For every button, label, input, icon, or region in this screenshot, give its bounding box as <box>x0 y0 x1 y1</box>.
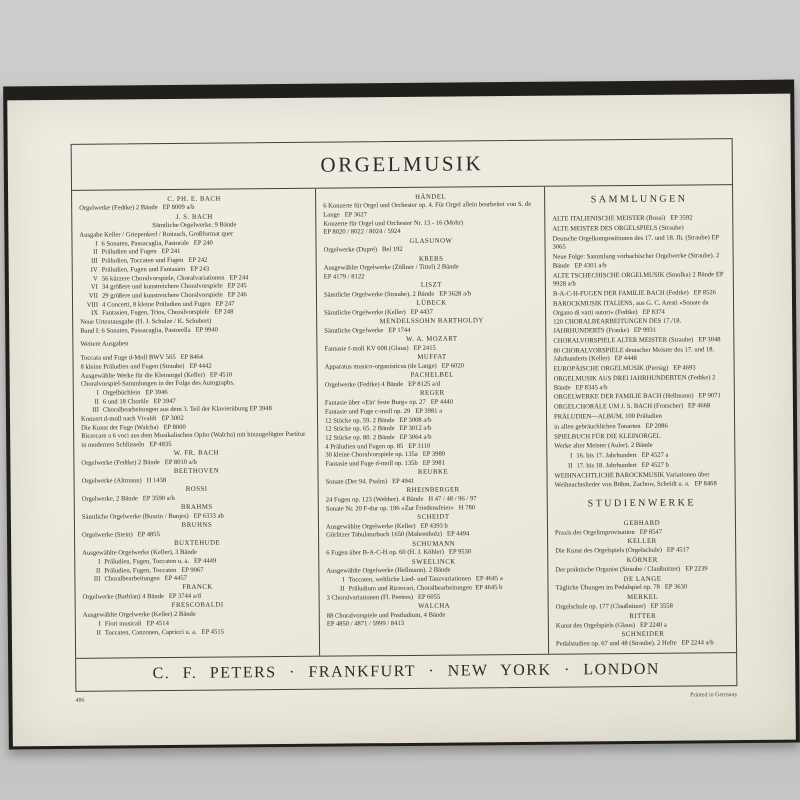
catalog-columns <box>72 185 736 658</box>
catalog-entry: EUROPÄISCHE ORGELMUSIK (Piersig) EP 4693 <box>553 364 696 373</box>
catalog-entry: CHORALVORSPIELE ALTER MEISTER (Straube) EP 3048 <box>553 336 721 345</box>
catalog-entry: Deutsche Orgelkompositionen des 17. und 18. Jh. (Straube) EP 3065 <box>552 233 721 251</box>
page-margin-row <box>75 692 737 704</box>
series-numeral: VII <box>88 292 98 300</box>
catalog-entry: Orgelwerke, 2 Bände EP 3590 a/b <box>81 495 175 503</box>
catalog-entry: Fantasie und Fuge c-moll op. 29 EP 3981 a <box>324 407 443 416</box>
composer-heading: LÜBECK <box>416 299 447 308</box>
catalog-entry: Orgelwerke (Fedtke) 2 Bände EP 8009 a/b <box>79 204 195 213</box>
composer-heading: KÖRNER <box>626 556 658 565</box>
composer-heading: BRAHMS <box>180 504 213 512</box>
catalog-entry: Werke alter Meister (Auler). 2 Bände <box>554 442 653 451</box>
entry-text: 17. bis 18. Jahrhundert EP 4527 b <box>576 461 669 470</box>
catalog-entry: 12 Stücke op. 80. 2 Bände EP 3064 a/b <box>325 433 432 442</box>
entry-text: 16. bis 17. Jahrhundert EP 4527 a <box>576 451 669 460</box>
catalog-entry: Choralvorspiel-Sammlungen in der Folge des Autographs. <box>80 379 235 389</box>
composer-heading: PACHELBEL <box>410 371 454 380</box>
catalog-entry: SPIELBUCH FÜR DIE KLEINORGEL <box>554 432 661 441</box>
catalog-entry: Pedalstudien op. 67 und 48 (Straube). 2 Hefte EP 2244 a/b <box>555 639 714 648</box>
catalog-entry: B-A-C-H-FUGEN DER FAMILIE BACH (Fedtke) EP 8526 <box>552 289 716 298</box>
catalog-entry: Ausgewählte Orgelwerke (Hellmann). 2 Bände <box>326 567 451 576</box>
catalog-entry: EP 4850 / 4871 / 5999 / 8413 <box>326 620 405 628</box>
composer-heading: MERKEL <box>627 594 659 602</box>
composer-heading: REUBKE <box>417 468 449 477</box>
series-numeral: II <box>568 462 573 470</box>
catalog-entry: PRÄLUDIEN—ALBUM, 100 Präludien <box>553 412 662 421</box>
catalog-entry: 12 Stücke op. 65. 2 Bände EP 3012 a/b <box>325 424 432 433</box>
catalog-entry: Band I: 6 Sonaten, Passacaglia, Pastorella EP 9940 <box>80 326 218 335</box>
catalog-entry: Sämtliche Orgelwerke (Buszin / Bunjes) EP 6333 ab <box>81 512 224 521</box>
catalog-entry: Orgelwerke (Dupré) Bel 192 <box>323 246 403 255</box>
catalog-entry: Sonate Nr. 20 F-dur op. 196 »Zur Friedensfeier« H 780 <box>325 504 476 513</box>
catalog-entry: Praxis der Orgelimprovisation EP 8547 <box>555 528 663 537</box>
catalog-entry: 3 Choralvariationen (Fl. Peeters) EP 6055 <box>326 593 441 602</box>
entry-text: 56 kürzere Choralvorspiele, Choralvariationen EP 244 <box>101 273 249 283</box>
composer-heading: DE LANGE <box>623 575 662 583</box>
catalog-entry: Ausgewählte Werke für die Kleinorgel (Keller) EP 4510 <box>80 371 233 380</box>
entry-text: Präludien und Fugen EP 241 <box>101 248 181 257</box>
catalog-entry: Görlitzer Tabulaturbuch 1650 (Mahrenholz) EP 4494 <box>326 530 470 540</box>
catalog-entry: ORGELWERKE DER FAMILIE BACH (Hellmann) EP 9071 <box>553 392 721 402</box>
catalog-entry: 24 Fugen op. 123 (Webber). 4 Bände H 47 / 48 / 96 / 97 <box>325 495 477 504</box>
catalog-entry: Konzert d-moll nach Vivaldi EP 3002 <box>80 414 184 423</box>
page-title: ORGELMUSIK <box>320 151 484 177</box>
composer-heading: LISZT <box>420 281 442 290</box>
catalog-entry: Toccata und Fuge d-Moll BWV 565 EP 8464 <box>80 353 203 362</box>
composer-heading: BUXTEHUDE <box>174 539 221 548</box>
catalog-entry <box>554 461 728 471</box>
section-heading: SAMMLUNGEN <box>590 193 688 206</box>
publisher-line: C. F. PETERS · FRANKFURT · NEW YORK · LONDON <box>152 660 660 683</box>
catalog-entry <box>83 627 313 638</box>
catalog-page <box>7 94 796 747</box>
catalog-entry: 4 Präludien und Fugen op. 85 EP 3110 <box>325 442 431 451</box>
catalog-entry: WEIHNACHTLICHE BAROCKMUSIK Variationen über Weihnachtslieder von Böhm, Zachow, Scheidt u. a. EP 8468 <box>554 471 717 489</box>
composer-heading: FRANCK <box>182 584 213 592</box>
entry-text: 34 größere und kunstreichere Choralvorspiele EP 245 <box>101 282 247 291</box>
series-numeral: I <box>98 620 101 628</box>
catalog-entry: Fantasie f-moll KV 608 (Glaus) EP 2415 <box>324 344 436 353</box>
composer-heading: BEETHOVEN <box>173 467 220 476</box>
catalog-entry: ORGELMUSIK AUS DREI JAHRHUNDERTEN (Fedtke) 2 Bände EP 8345 a/b <box>553 374 718 392</box>
entry-text: Präludien, Fugen und Fantasien EP 243 <box>101 265 210 274</box>
composer-heading: MENDELSSOHN BARTHOLDY <box>379 317 484 326</box>
catalog-entry: BAROCKMUSIK ITALIENS, aus G. C. Aresti »Sonate da Organo di varii autori« (Fedtke) EP 8374 <box>553 299 711 317</box>
series-numeral: IX <box>91 309 99 318</box>
catalog-entry: Orgelwerke (Fedtke) 2 Bände EP 8010 a/b <box>81 458 197 467</box>
entry-text: Orgelbüchlein EP 3946 <box>102 388 168 397</box>
composer-heading: RHEINBERGER <box>406 486 460 495</box>
composer-heading: FRESCOBALDI <box>171 602 224 610</box>
title-band <box>72 139 732 191</box>
catalog-entry: Sonate (Der 94. Psalm) EP 4941 <box>325 477 415 486</box>
book-backing <box>3 80 800 750</box>
catalog-entry: Die Kunst des Orgelspiels (Orgelschule) EP 4517 <box>555 546 690 555</box>
catalog-entry: Neue Folge: Sammlung vorbachischer Orgelwerke (Straube). 2 Bände EP 4301 a/b <box>552 252 722 270</box>
composer-heading: GEBHARD <box>623 519 661 527</box>
composer-heading: KREBS <box>418 255 444 263</box>
catalog-entry: ALTE TSCHECHISCHE ORGELMUSIK (Smolka) 2 Bände EP 9928 a/b <box>552 270 725 288</box>
catalog-frame <box>71 138 738 692</box>
catalog-entry <box>554 451 728 461</box>
catalog-entry: ALTE ITALIENISCHE MEISTER (Bossi) EP 3592 <box>552 214 693 223</box>
catalog-entry: EP 4179 / 8122 <box>323 273 365 281</box>
entry-text: Choralbearbeitungen EP 4457 <box>104 575 187 583</box>
series-numeral: I <box>96 389 99 397</box>
catalog-entry: Orgelwerke (Barblan) 4 Bände EP 3744 a/d <box>82 593 201 602</box>
composer-heading: C. PH. E. BACH <box>167 195 221 203</box>
spacer <box>555 490 729 497</box>
catalog-entry: Orgelschule op. 177 (Claußnitzer) EP 3558 <box>555 602 673 611</box>
catalog-entry: 12 Stücke op. 59. 2 Bände EP 3008 a/b <box>325 416 432 425</box>
catalog-entry: Ausgewählte Orgelwerke (Zöllner / Tittel) 2 Bände <box>323 263 459 273</box>
catalog-entry <box>326 584 541 595</box>
catalog-entry: Weitere Ausgaben <box>80 340 129 349</box>
publisher-band <box>76 652 736 691</box>
series-numeral: II <box>93 249 98 257</box>
composer-heading: SCHEIDT <box>417 513 450 521</box>
composer-heading: HÄNDEL <box>415 193 447 201</box>
composer-heading: W. A. MOZART <box>406 335 458 344</box>
composer-heading: BOSSI <box>185 486 208 494</box>
composer-heading: BRUHNS <box>181 522 213 530</box>
series-numeral: II <box>96 629 101 637</box>
series-numeral: I <box>95 240 98 248</box>
entry-text: Choralbearbeitungen aus dem 3. Teil der Klavierübung EP 3948 <box>102 405 272 414</box>
series-numeral: IV <box>90 266 98 274</box>
section-heading: STUDIENWERKE <box>587 497 696 510</box>
column-composers-bach-frescobaldi <box>72 189 319 658</box>
catalog-entry: Sämtliche Orgelwerke (Keller) EP 4437 <box>324 308 433 317</box>
catalog-entry: 80 CHORALVORSPIELE deutscher Meister des 17. und 18. Jahrhunderts (Keller) EP 4448 <box>553 345 716 364</box>
catalog-entry: Konzerte für Orgel und Orchester Nr. 13 - 16 (Mohr) <box>323 219 464 228</box>
catalog-entry: Apparatus musico-organisticus (de Lange) EP 6020 <box>324 362 464 371</box>
series-numeral: II <box>94 398 99 406</box>
catalog-entry: Orgelwerke (Fedtke) 4 Bände EP 8125 a/d <box>324 380 441 389</box>
catalog-entry: Ausgewählte Orgelwerke (Keller) EP 4393 b <box>325 522 448 531</box>
catalog-entry: Der praktische Organist (Straube / Claußnitzer) EP 2239 <box>555 565 708 574</box>
entry-text: 4 Concerti, 8 kleine Präludien und Fugen EP 247 <box>102 300 235 309</box>
series-numeral: III <box>91 257 98 265</box>
series-numeral: II <box>95 567 101 575</box>
catalog-entry: Kunst des Orgelspiels (Glaus) EP 2240 a <box>555 621 667 630</box>
catalog-entry: Ausgewählte Orgelwerke (Keller), 3 Bände <box>82 548 197 557</box>
catalog-entry: Fantasie über »Ein' feste Burg« op. 27 EP 4440 <box>324 398 454 407</box>
column-collections-and-studies <box>544 185 736 654</box>
catalog-entry: Sämtliche Orgelwerke (Straube). 2 Bände EP 3628 a/b <box>323 290 472 299</box>
entry-text: 6 und 18 Choräle EP 3947 <box>102 397 176 406</box>
series-numeral: VI <box>90 283 98 291</box>
catalog-entry: Orgelwerke (Altmann) H 1438 <box>81 477 167 485</box>
column-composers-haendel-walcha <box>315 187 548 656</box>
composer-heading: J. S. BACH <box>175 213 213 221</box>
catalog-entry: Fantasie und Fuge d-moll op. 135b EP 3981 <box>325 459 446 468</box>
series-numeral: I <box>98 558 101 566</box>
catalog-entry: Sämtliche Orgelwerke EP 1744 <box>324 327 411 335</box>
catalog-entry: Ricercare a 6 voci aus dem Musikalischen Opfer (Walcha) mit hinzugefügter Partitur in modernen Schlüsseln EP 4835 <box>81 431 307 449</box>
page-number: 486 <box>75 697 85 704</box>
catalog-entry: 6 Fugen über B-A-C-H op. 60 (H. J. Köhler) EP 9530 <box>326 548 472 558</box>
series-numeral: V <box>93 275 98 283</box>
catalog-entry: Die Kunst der Fuge (Walcha) EP 8000 <box>81 423 186 432</box>
entry-text: Präludium und Ricercari, Choralbearbeitungen EP 4645 b <box>348 583 503 593</box>
entry-text: Toccaten, Canzonen, Capricci u. a. EP 4515 <box>104 628 224 637</box>
composer-heading: SCHNEIDER <box>621 631 665 639</box>
catalog-entry: 120 CHORALBEARBEITUNGEN DES 17./18. JAHRHUNDERTS (Franke) EP 9931 <box>553 317 683 335</box>
catalog-entry: ORGELCHORÄLE UM J. S. BACH (Frotscher) EP 4668 <box>553 402 711 411</box>
entry-text: Präludien, Fugen, Toccaten u. a. EP 4449 <box>104 557 217 566</box>
catalog-entry: Neue Urtextausgabe (H. J. Schulze / K. Schubert) <box>80 317 212 326</box>
printed-in-germany-note: Printed in Germany <box>690 692 738 699</box>
catalog-entry: Orgelwerke (Stein) EP 4855 <box>82 531 160 539</box>
series-numeral: I <box>570 452 573 460</box>
entry-text: Toccaten, weltliche Lied- und Tanzvariationen EP 4645 a <box>348 575 503 584</box>
composer-heading: GLASUNOW <box>409 237 453 245</box>
series-numeral: II <box>340 585 345 593</box>
composer-heading: KELLER <box>627 538 657 546</box>
composer-heading: SCHUMANN <box>412 540 456 548</box>
catalog-entry: EP 8020 / 8022 / 8024 / 5924 <box>323 228 401 237</box>
catalog-entry: 30 kleine Choralvorspiele op. 135a EP 3980 <box>325 450 446 459</box>
catalog-entry: 6 Konzerte für Orgel und Orchester op. 4. Für Orgel allein bearbeitet von S. de Lange EP 3627 <box>323 201 533 219</box>
composer-heading: MUFFAT <box>417 353 447 362</box>
catalog-entry: ALTE MEISTER DES ORGELSPIELS (Straube) <box>552 224 684 233</box>
composer-heading: REGER <box>419 389 445 398</box>
catalog-entry: in allen gebräuchlichen Tonarten EP 2086 <box>554 422 668 431</box>
composer-heading: SWEELINCK <box>411 558 456 566</box>
entry-text: 6 Sonaten, Passacaglia, Pastorale EP 240 <box>101 239 213 248</box>
composer-heading: RITTER <box>629 612 657 620</box>
entry-text: 29 größere und kunstreichere Choralvorspiele EP 246 <box>101 291 247 300</box>
series-numeral: VIII <box>86 301 99 309</box>
catalog-entry: Sämtliche Orgelwerke. 9 Bände <box>152 221 237 230</box>
entry-text: Fiori musicali EP 4514 <box>104 620 169 628</box>
series-numeral: III <box>93 575 101 583</box>
catalog-entry: Tägliche Übungen im Pedalspiel op. 78 EP 3630 <box>555 583 688 593</box>
catalog-entry: Ausgewählte Orgelwerke (Keller) 2 Bände <box>82 611 196 620</box>
catalog-entry: 88 Choralvorspiele und Postludium, 4 Bände <box>326 611 446 620</box>
entry-text: Präludien, Fugen, Toccaten EP 9067 <box>104 566 204 575</box>
series-numeral: III <box>92 406 99 415</box>
composer-heading: W. FR. BACH <box>173 449 220 458</box>
entry-text: Präludien, Toccaten und Fugen EP 242 <box>101 256 208 265</box>
catalog-entry: 8 kleine Präludien und Fugen (Straube) EP 4442 <box>80 362 212 371</box>
entry-text: Fantasien, Fugen, Trios, Choralvorspiele EP 248 <box>102 308 234 317</box>
series-numeral: I <box>342 576 345 584</box>
composer-heading: WALCHA <box>418 602 451 610</box>
catalog-entry: Ausgabe Keller / Griepenkerl / Roitzsch, Großformat quer <box>79 230 234 239</box>
